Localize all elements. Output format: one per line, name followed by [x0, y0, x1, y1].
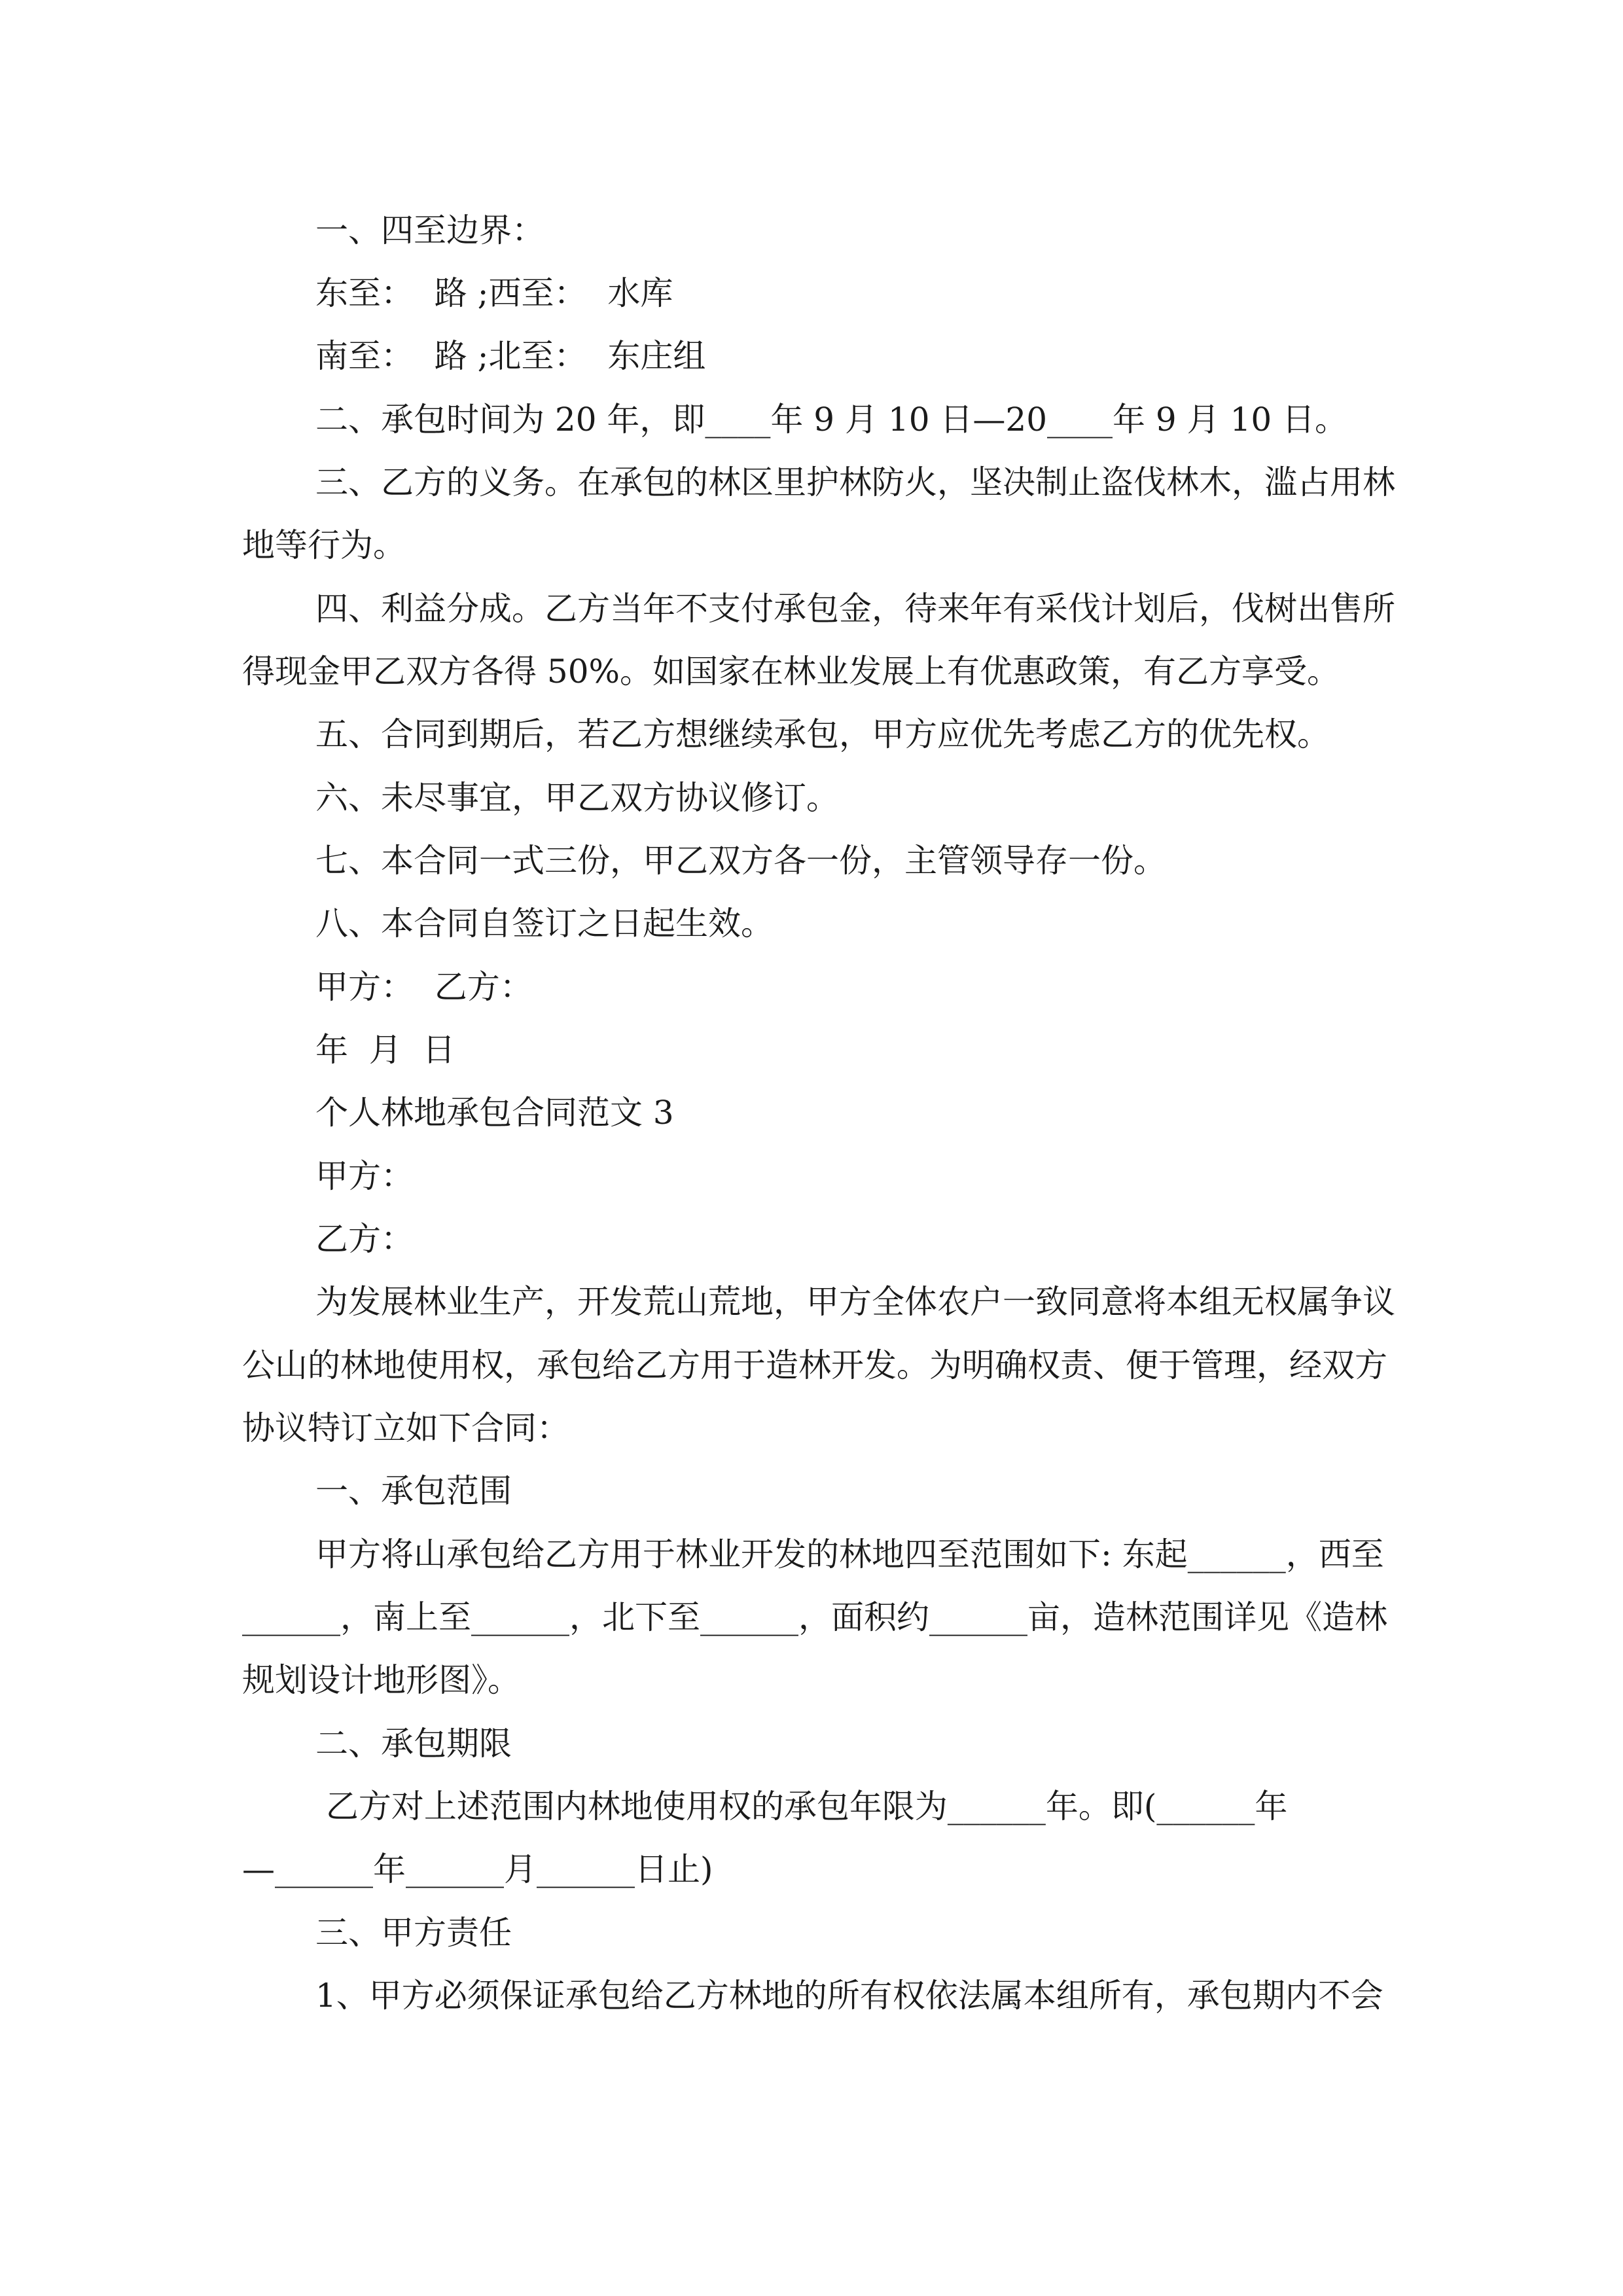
paragraph-line: 一、四至边界： — [315, 211, 544, 249]
paragraph-line: 为发展林业生产，开发荒山荒地，甲方全体农户一致同意将本组无权属争议 — [315, 1283, 1395, 1321]
clause-heading: 二、承包期限 — [315, 1725, 512, 1763]
paragraph-line: 甲方将山承包给乙方用于林业开发的林地四至范围如下: 东起______，西至 — [315, 1535, 1384, 1573]
paragraph-line: 东至： 路 ;西至： 水库 — [315, 274, 673, 312]
paragraph-line: 三、乙方的义务。在承包的林区里护林防火，坚决制止盗伐林木，滥占用林 — [315, 463, 1395, 501]
paragraph-line: 南至： 路 ;北至： 东庄组 — [315, 337, 706, 375]
paragraph-line: 六、未尽事宜，甲乙双方协议修订。 — [315, 779, 839, 817]
paragraph-line: 五、合同到期后，若乙方想继续承包，甲方应优先考虑乙方的优先权。 — [315, 715, 1330, 753]
party-a-line: 甲方： — [315, 1157, 414, 1195]
paragraph-line: 规划设计地形图》。 — [242, 1661, 520, 1699]
clause-heading: 三、甲方责任 — [315, 1914, 512, 1952]
paragraph-line: 得现金甲乙双方各得 50%。如国家在林业发展上有优惠政策，有乙方享受。 — [242, 653, 1340, 691]
paragraph-line: ______，南上至______，北下至______，面积约______亩，造林范围详见《造林 — [242, 1598, 1387, 1636]
clause-heading: 一、承包范围 — [315, 1472, 512, 1510]
paragraph-line: —______年______月______日止) — [242, 1850, 713, 1888]
paragraph-line: 四、利益分成。乙方当年不支付承包金，待来年有采伐计划后，伐树出售所 — [315, 590, 1395, 628]
paragraph-line: 1、甲方必须保证承包给乙方林地的所有权依法属本组所有，承包期内不会 — [315, 1977, 1383, 2015]
paragraph-line: 协议特订立如下合同： — [242, 1409, 569, 1447]
paragraph-line: 七、本合同一式三份，甲乙双方各一份，主管领导存一份。 — [315, 842, 1166, 880]
paragraph-line: 八、本合同自签订之日起生效。 — [315, 905, 774, 942]
party-b-line: 乙方： — [315, 1220, 414, 1258]
section-title: 个人林地承包合同范文 3 — [315, 1094, 674, 1132]
paragraph-line: 公山的林地使用权，承包给乙方用于造林开发。为明确权责、便于管理，经双方 — [242, 1346, 1387, 1384]
signature-line: 甲方： 乙方： — [315, 968, 533, 1006]
date-line: 年 月 日 — [315, 1031, 455, 1069]
paragraph-line: 乙方对上述范围内林地使用权的承包年限为______年。即(______年 — [315, 1787, 1288, 1825]
paragraph-line: 二、承包时间为 20 年，即____年 9 月 10 日—20____年 9 月 10 日。 — [315, 401, 1348, 439]
paragraph-line: 地等行为。 — [242, 526, 406, 564]
